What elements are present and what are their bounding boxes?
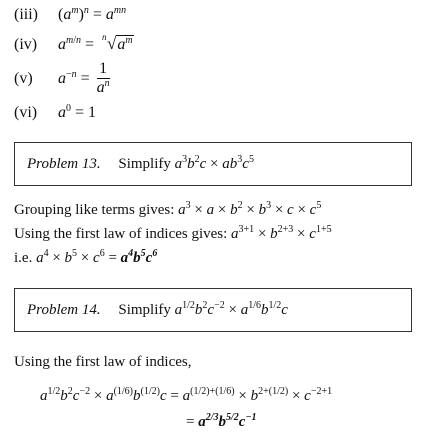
law-iv-formula: $a^{m/n}$ = n $√a^m$ <box>58 32 133 53</box>
grouping-text: Grouping like terms gives: <box>14 202 175 218</box>
law-v-fraction <box>97 60 110 97</box>
law-vi-formula: $a^0 = 1$ <box>58 103 97 121</box>
problem-14-box <box>14 288 412 332</box>
law-iv <box>14 34 134 54</box>
law-iii-formula: $(a^m)^n = a^{mn}$ <box>58 5 127 23</box>
law-vi <box>14 104 96 122</box>
result-expression: $a^4 \times b^5 \times c^6 = a^4b^5c^6$ <box>36 248 158 266</box>
problem-13-expression: $a^3b^2c \times ab^3c^5$ <box>174 154 254 172</box>
result-line <box>14 250 157 267</box>
law-v-lhs: $a^{-n}$ = <box>58 68 90 87</box>
first-law-expression: $a^{3+1} \times b^{2+3} \times c^{1+5}$ <box>231 224 332 242</box>
problem-14-answer: = $a^{2/3}b^{5/2}c^{-1}$ <box>186 412 257 430</box>
fraction-numerator: 1 <box>97 60 110 79</box>
first-law-line <box>14 226 332 243</box>
law-label: (iii) <box>14 6 38 23</box>
problem-14-equation: $a^{1/2}b^2c^{-2} \times a^{(1/6)}b^{(1/2)}c = a^{(1/2)+(1/6)} \times b^{2+(1/2)} \times c^{-2+1}$ <box>40 386 333 404</box>
problem-13-label: Problem 13. <box>27 156 101 172</box>
grouping-expression: $a^3 \times a \times b^2 \times b^3 \times c \times c^5$ <box>178 200 322 218</box>
law-v <box>14 60 110 97</box>
nth-root-sign: n $√a^m$ <box>102 32 133 53</box>
problem-14-prompt: Simplify <box>118 302 171 318</box>
law-label: (vi) <box>14 104 38 121</box>
problem-14-expression: $a^{1/2}b^2c^{-2} \times a^{1/6}b^{1/2}c$ <box>174 300 288 318</box>
problem-13-prompt: Simplify <box>118 156 171 172</box>
first-law-text: Using the first law of indices gives: <box>14 226 228 242</box>
law-iii <box>14 6 126 24</box>
problem-13-box <box>14 142 412 186</box>
using-first-law-text: Using the first law of indices, <box>14 354 192 370</box>
fraction-denominator: $a^n$ <box>96 78 110 96</box>
using-first-law-line <box>14 354 191 371</box>
law-label: (iv) <box>14 36 38 53</box>
grouping-line <box>14 202 321 219</box>
problem-14-label: Problem 14. <box>27 302 101 318</box>
ie-text: i.e. <box>14 250 33 266</box>
law-label: (v) <box>14 69 33 87</box>
